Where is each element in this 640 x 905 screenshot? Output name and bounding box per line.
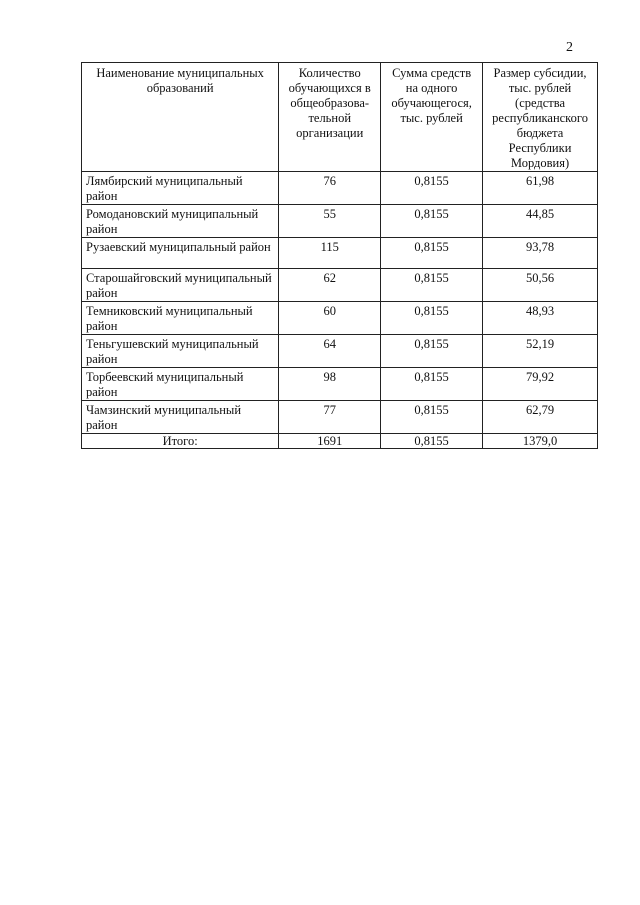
amount-per-student: 0,8155 [381,205,483,238]
table-row [82,172,598,205]
amount-per-student: 0,8155 [381,172,483,205]
student-count: 115 [279,238,381,269]
amount-per-student: 0,8155 [381,238,483,269]
subsidy-amount: 48,93 [483,302,598,335]
table-row [82,335,598,368]
total-subsidy-amount: 1379,0 [483,434,598,449]
amount-per-student: 0,8155 [381,335,483,368]
student-count: 76 [279,172,381,205]
table-row [82,269,598,302]
amount-per-student: 0,8155 [381,368,483,401]
table-row [82,401,598,434]
student-count: 60 [279,302,381,335]
municipality-name: Чамзинский муниципальный район [82,401,279,434]
municipality-name: Теньгушевский муниципальный район [82,335,279,368]
student-count: 55 [279,205,381,238]
subsidy-amount: 93,78 [483,238,598,269]
subsidy-amount: 62,79 [483,401,598,434]
header-municipality: Наименование муниципальных образований [82,63,279,172]
municipality-name: Ромодановский муниципальный район [82,205,279,238]
amount-per-student: 0,8155 [381,302,483,335]
student-count: 98 [279,368,381,401]
student-count: 64 [279,335,381,368]
table-row [82,302,598,335]
total-student-count: 1691 [279,434,381,449]
total-amount-per-student: 0,8155 [381,434,483,449]
subsidy-amount: 52,19 [483,335,598,368]
municipality-name: Торбеевский муниципальный район [82,368,279,401]
student-count: 62 [279,269,381,302]
header-subsidy-size: Размер субсидии, тыс. рублей (средства республиканского бюджета Республики Мордовия) [483,63,598,172]
subsidy-table [81,62,598,449]
total-row [82,434,598,449]
header-amount-per-student: Сумма средств на одного обучающегося, тыс. рублей [381,63,483,172]
table-header-row [82,63,598,172]
table-row [82,238,598,269]
header-student-count: Количество обучающихся в общеобразова-тельной организации [279,63,381,172]
page-number: 2 [566,40,573,55]
amount-per-student: 0,8155 [381,269,483,302]
total-label: Итого: [82,434,279,449]
subsidy-amount: 44,85 [483,205,598,238]
municipality-name: Темниковский муниципальный район [82,302,279,335]
table-row [82,368,598,401]
subsidy-amount: 61,98 [483,172,598,205]
municipality-name: Лямбирский муниципальный район [82,172,279,205]
amount-per-student: 0,8155 [381,401,483,434]
subsidy-amount: 79,92 [483,368,598,401]
subsidy-amount: 50,56 [483,269,598,302]
table-row [82,205,598,238]
municipality-name: Старошайговский муниципальный район [82,269,279,302]
student-count: 77 [279,401,381,434]
municipality-name: Рузаевский муниципальный район [82,238,279,269]
